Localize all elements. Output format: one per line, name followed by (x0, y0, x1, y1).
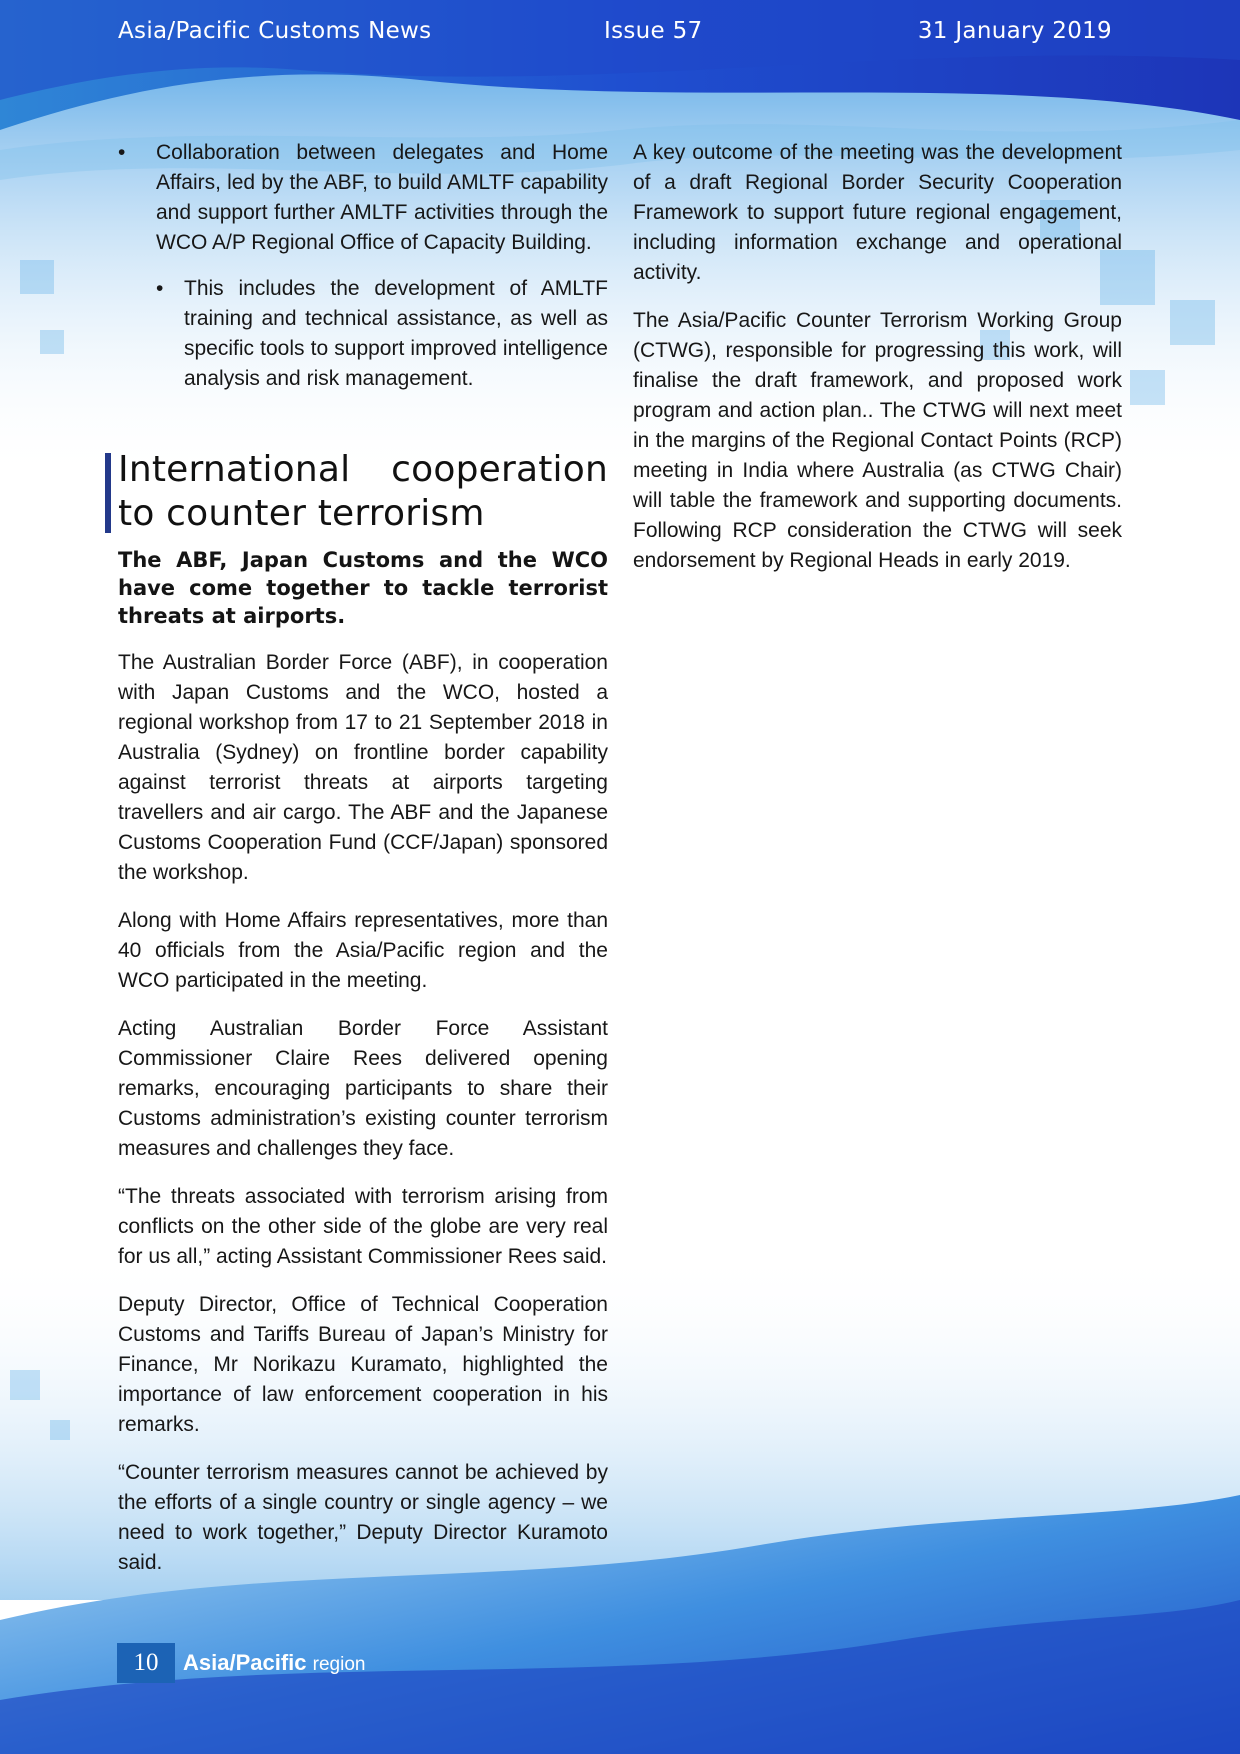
left-column (118, 138, 608, 1596)
article-paragraph: “Counter terrorism measures cannot be achieved by the efforts of a single country or single agency – we need to work together,” Deputy Director Kuramoto said. (118, 1461, 608, 1574)
issue-date: 31 January 2019 (917, 18, 1112, 44)
issue-number: Issue 57 (604, 18, 703, 44)
article-subheading: The ABF, Japan Customs and the WCO have come together to tackle terrorist threats at airports. (118, 548, 608, 628)
right-column (633, 138, 1122, 594)
bullet-text: Collaboration between delegates and Home Affairs, led by the ABF, to build AMLTF capability and support further AMLTF activities through the WCO A/P Regional Office of Capacity Building. (156, 141, 608, 254)
article-heading-block (111, 448, 608, 536)
article-paragraph: Deputy Director, Office of Technical Cooperation Customs and Tariffs Bureau of Japan’s Ministry for Finance, Mr Norikazu Kuramato, highlighted the importance of law enforcement cooperation in his remarks. (118, 1293, 608, 1436)
bullet-item (118, 138, 608, 258)
article-paragraph: Along with Home Affairs representatives, more than 40 officials from the Asia/Pacific region and the WCO participated in the meeting. (118, 909, 608, 992)
article-paragraph: The Australian Border Force (ABF), in cooperation with Japan Customs and the WCO, hosted a regional workshop from 17 to 21 September 2018 in Australia (Sydney) on frontline border capability against terrorist threats at airports targeting travellers and air cargo. The ABF and the Japanese Customs Cooperation Fund (CCF/Japan) sponsored the workshop. (118, 651, 608, 884)
article-paragraph: The Asia/Pacific Counter Terrorism Working Group (CTWG), responsible for progressing this work, will finalise the draft framework, and proposed work program and action plan.. The CTWG will next meet in the margins of the Regional Contact Points (RCP) meeting in India where Australia (as CTWG Chair) will table the framework and supporting documents. Following RCP consideration the CTWG will seek endorsement by Regional Heads in early 2019. (633, 309, 1122, 572)
article-heading: International cooperation to counter terrorism (118, 449, 608, 534)
sub-bullet-item (156, 274, 608, 394)
section-name (183, 1649, 365, 1679)
article-paragraph: “The threats associated with terrorism arising from conflicts on the other side of the globe are very real for us all,” acting Assistant Commissioner Rees said. (118, 1185, 608, 1268)
section-name-bold: Asia/Pacific (183, 1650, 307, 1675)
bullet-icon: • (118, 141, 126, 164)
section-name-light: region (312, 1654, 366, 1675)
masthead (118, 18, 1112, 52)
article-paragraph: Acting Australian Border Force Assistant Commissioner Claire Rees delivered opening remarks, encouraging participants to share their Customs administration’s existing counter terrorism measures and challenges they face. (118, 1017, 608, 1160)
article-paragraph: A key outcome of the meeting was the development of a draft Regional Border Security Cooperation Framework to support future regional engagement, including information exchange and operational activity. (633, 141, 1122, 284)
bullet-icon: • (156, 277, 164, 300)
heading-accent-bar (105, 453, 111, 533)
page-number: 10 (117, 1643, 175, 1683)
publication-title: Asia/Pacific Customs News (118, 18, 432, 44)
sub-bullet-text: This includes the development of AMLTF training and technical assistance, as well as specific tools to support improved intelligence analysis and risk management. (184, 277, 608, 390)
